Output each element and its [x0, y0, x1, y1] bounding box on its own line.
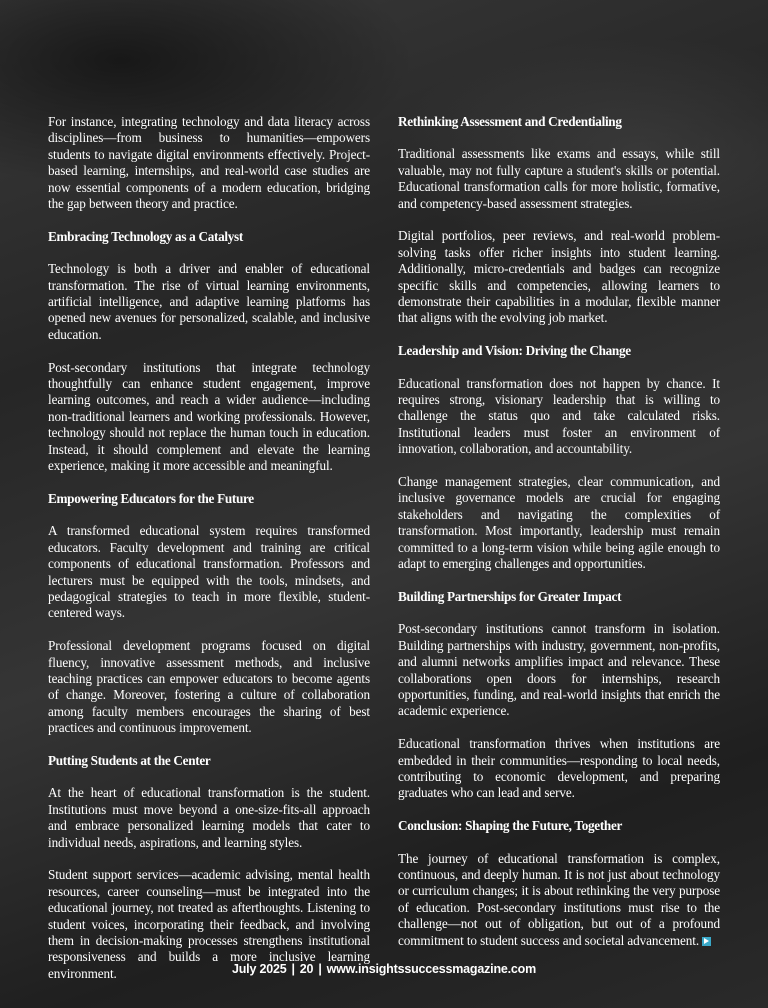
paragraph: Post-secondary institutions cannot transform in isolation. Building partnerships with industry, government, non-profits, and alumni networks amplifies impact and relevance. These collaborations open doors for internships, research opportunities, funding, and real-world insights that enrich the academic experience. — [398, 621, 720, 719]
issue-date: July 2025 — [231, 962, 287, 976]
paragraph: Traditional assessments like exams and essays, while still valuable, may not fully capture a student's skills or potential. Educational transformation calls for more holistic, formative, and competency-based assessment strategies. — [398, 146, 720, 211]
paragraph: Student support services—academic advising, mental health resources, career counseling—must be integrated into the educational journey, not treated as afterthoughts. Listening to student voices, incorporating their feedback, and involving them in decision-making processes strengthens institutional responsiveness and builds a more inclusive learning environment. — [48, 867, 370, 981]
website-link[interactable]: www.insightssuccessmagazine.com — [326, 962, 537, 976]
paragraph: Professional development programs focused on digital fluency, innovative assessment methods, and inclusive teaching practices can empower educators to become agents of change. Moreover, fostering a culture of collaboration among faculty members encourages the sharing of best practices and continuous improvement. — [48, 638, 370, 736]
paragraph: Educational transformation does not happen by chance. It requires strong, visionary leadership that is willing to challenge the status quo and take calculated risks. Institutional leaders must foster an environment of innovation, collaboration, and accountability. — [398, 375, 720, 457]
footer-separator: | — [318, 962, 322, 976]
section-heading: Rethinking Assessment and Credentialing — [398, 114, 622, 129]
play-square-icon — [702, 937, 711, 946]
paragraph: At the heart of educational transformation is the student. Institutions must move beyond a one-size-fits-all approach and embrace personalized learning models that cater to individual needs, aspirations, and learning styles. — [48, 785, 370, 850]
section-heading: Conclusion: Shaping the Future, Together — [398, 818, 623, 834]
section-heading: Embracing Technology as a Catalyst — [48, 228, 243, 244]
section-heading: Empowering Educators for the Future — [48, 490, 254, 506]
paragraph: Digital portfolios, peer reviews, and real-world problem-solving tasks offer richer insights into student learning. Additionally, micro-credentials and badges can recognize specific skills and competencies, allowing learners to demonstrate their capabilities in a modular, flexible manner that aligns with the evolving job market. — [398, 228, 720, 326]
left-column — [48, 114, 370, 999]
section-heading: Building Partnerships for Greater Impact — [398, 588, 622, 604]
paragraph-text: The journey of educational transformation is complex, continuous, and deeply human. It is not just about technology or curriculum changes; it is about rethinking the very purpose of education. Post-secondary institutions must rise to the challenge—not out of obligation, but out of a profound commitment to student success and societal advancement. — [398, 850, 720, 948]
paragraph: Post-secondary institutions that integrate technology thoughtfully can enhance student engagement, improve learning outcomes, and reach a wider audience—including non-traditional learners and working professionals. However, technology should not replace the human touch in education. Instead, it should complement and elevate the learning experience, making it more accessible and meaningful. — [48, 359, 370, 474]
page-number: 20 — [299, 962, 314, 976]
right-column — [398, 114, 720, 965]
footer-separator: | — [291, 962, 295, 976]
paragraph-final — [398, 851, 720, 949]
section-heading: Putting Students at the Center — [48, 752, 211, 768]
paragraph: A transformed educational system requires transformed educators. Faculty development and training are critical components of educational transformation. Professors and lecturers must be equipped with the tools, mindsets, and pedagogical strategies to teach in more flexible, student-centered ways. — [48, 523, 370, 621]
section-heading: Leadership and Vision: Driving the Change — [398, 343, 631, 359]
paragraph: Technology is both a driver and enabler of educational transformation. The rise of virtual learning environments, artificial intelligence, and adaptive learning platforms has opened new avenues for personalized, scalable, and inclusive education. — [48, 261, 370, 342]
paragraph: Educational transformation thrives when institutions are embedded in their communities—responding to local needs, contributing to economic development, and preparing graduates who can lead and serve. — [398, 736, 720, 801]
paragraph: Change management strategies, clear communication, and inclusive governance models are crucial for engaging stakeholders and navigating the complexities of transformation. Most importantly, leadership must remain committed to a long-term vision while being agile enough to adapt to emerging challenges and opportunities. — [398, 474, 720, 572]
page-footer — [0, 962, 768, 976]
paragraph: For instance, integrating technology and data literacy across disciplines—from business to humanities—empowers students to navigate digital environments effectively. Project-based learning, internships, and real-world case studies are now essential components of a modern education, bridging the gap between theory and practice. — [48, 114, 370, 212]
